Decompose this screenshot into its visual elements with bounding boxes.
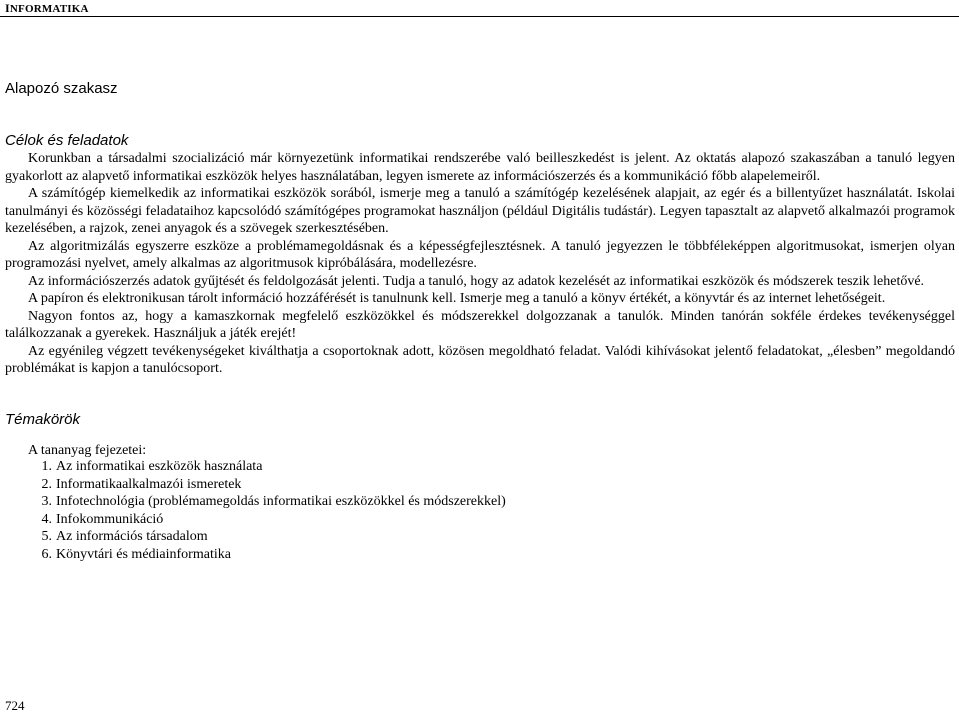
paragraph: Nagyon fontos az, hogy a kamaszkornak megfelelő eszközökkel és módszerekkel dolgozzanak a tanulók. Minden tanórán sokféle érdekes tevékenységgel találkozzanak a gyerekek. Használjuk a játék erejét!: [5, 308, 955, 341]
chapter-number: 3.: [41, 494, 52, 509]
chapter-title: Infotechnológia (problémamegoldás informatikai eszközökkel és módszerekkel): [56, 494, 506, 509]
chapter-item: [31, 476, 506, 494]
header-rule: [0, 16, 959, 17]
chapter-title: Informatikaalkalmazói ismeretek: [56, 476, 242, 492]
chapter-number: 1.: [41, 459, 52, 474]
paragraph: Az algoritmizálás egyszerre eszköze a problémamegoldásnak és a képességfejlesztésnek. A tanuló jegyezzen le többféleképpen algoritmusokat, ismerjen olyan programozási nyelvet, amely alkalmas az algoritmusok kipróbálására, modellezésre.: [5, 238, 955, 271]
subheading-temakorok: Témakörök: [5, 411, 81, 428]
chapter-item: [31, 493, 506, 511]
chapter-title: Az információs társadalom: [56, 529, 208, 544]
celok-body: [5, 150, 955, 378]
section-title: Alapozó szakasz: [5, 80, 118, 97]
paragraph: A számítógép kiemelkedik az informatikai eszközök sorából, ismerje meg a tanuló a számítógép kezelésének alapjait, az egér és a billentyűzet használatát. Iskolai tanulmányi és közösségi feladataihoz kapcsolódó számítógépes programokat használjon (például Digitális tudástár). Legyen tapasztalt az alapvető alkalmazói programok kezelésében, a rajzok, zenei anyagok és a szövegek szerkesztésében.: [5, 186, 955, 236]
chapters-intro: A tananyag fejezetei:: [28, 443, 147, 458]
chapter-item: [31, 458, 506, 476]
chapter-number: 2.: [41, 476, 52, 492]
chapter-title: Könyvtári és médiainformatika: [56, 546, 231, 562]
chapter-number: 4.: [41, 511, 52, 527]
chapter-item: [31, 546, 506, 564]
subheading-celok: Célok és feladatok: [5, 132, 129, 149]
paragraph: Korunkban a társadalmi szocializáció már környezetünk informatikai rendszerébe való beilleszkedést is jelent. Az oktatás alapozó szakaszában a tanuló legyen gyakorlott az alapvető informatikai eszközök helyes használatában, legyen ismerete az információszerzés és a kommunikáció főbb alapelemeiről.: [5, 151, 955, 184]
chapter-number: 5.: [41, 529, 52, 544]
chapter-item: [31, 511, 506, 529]
header-rest: NFORMATIKA: [9, 3, 89, 15]
page-number: 724: [5, 698, 25, 713]
paragraph: A papíron és elektronikusan tárolt információ hozzáférését is tanulnunk kell. Ismerje meg a tanuló a könyv értékét, a könyvtár és az internet lehetőségeit.: [28, 291, 886, 306]
chapter-title: Az informatikai eszközök használata: [56, 459, 263, 474]
chapter-title: Infokommunikáció: [56, 511, 164, 527]
chapter-list: [31, 458, 506, 563]
header-initial: I: [5, 1, 10, 15]
chapter-number: 6.: [41, 546, 52, 562]
paragraph: Az információszerzés adatok gyűjtését és feldolgozását jelenti. Tudja a tanuló, hogy az adatok kezelését az informatikai eszközök és módszerek teszik lehetővé.: [28, 273, 925, 289]
chapter-item: [31, 528, 506, 546]
running-header: [5, 1, 89, 16]
paragraph: Az egyénileg végzett tevékenységeket kiválthatja a csoportoknak adott, közösen megoldható feladat. Valódi kihívásokat jelentő feladatokat, „élesben” megoldandó problémákat is kapjon a tanulócsoport.: [5, 343, 955, 376]
